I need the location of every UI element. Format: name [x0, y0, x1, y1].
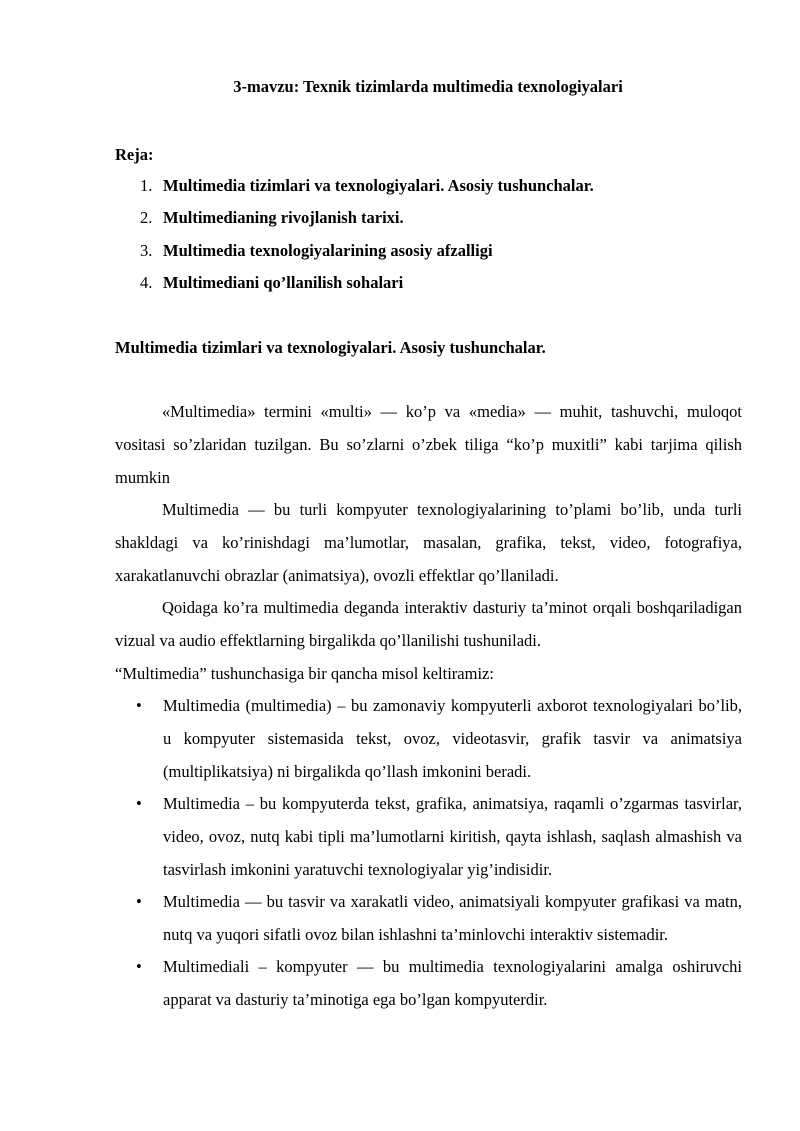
- body-paragraph: Multimedia — bu turli kompyuter texnologiyalarining to’plami bo’lib, unda turli shakldagi va ko’rinishdagi ma’lumotlar, masalan, grafika, tekst, video, fotografiya, xarakatlanuvchi obrazlar (animatsiya), ovozli effektlar qo’llaniladi.: [115, 500, 742, 585]
- plan-item: [140, 175, 594, 197]
- plan-item: [140, 272, 403, 294]
- body-paragraph: “Multimedia” tushunchasiga bir qancha misol keltiramiz:: [115, 664, 494, 683]
- body-paragraph: Qoidaga ko’ra multimedia deganda interaktiv dasturiy ta’minot orqali boshqariladigan vizual va audio effektlarning birgalikda qo’llanilishi tushuniladi.: [115, 598, 742, 650]
- plan-item: [140, 207, 404, 229]
- plan-item-number: 2.: [140, 208, 153, 227]
- plan-item-text: Multimediani qo’llanilish sohalari: [163, 273, 404, 292]
- bullet-item: Multimedia — bu tasvir va xarakatli video, animatsiyali kompyuter grafikasi va matn, nutq va yuqori sifatli ovoz bilan ishlashni ta’minlovchi interaktiv sistemadir.: [163, 892, 742, 944]
- plan-item-text: Multimedia texnologiyalarining asosiy afzalligi: [163, 241, 493, 260]
- plan-item-text: Multimedianing rivojlanish tarixi.: [163, 208, 404, 227]
- bullet-item: Multimediali – kompyuter — bu multimedia texnologiyalarini amalga oshiruvchi apparat va dasturiy ta’minotiga ega bo’lgan kompyuterdir.: [163, 957, 742, 1009]
- bullet-icon: •: [136, 957, 142, 976]
- bullet-item: Multimedia – bu kompyuterda tekst, grafika, animatsiya, raqamli o’zgarmas tasvirlar, video, ovoz, nutq kabi tipli ma’lumotlarni kiritish, qayta ishlash, saqlash almashish va tasvirlash imkonini yaratuvchi texnologiyalar yig’indisidir.: [163, 794, 742, 879]
- plan-item: [140, 240, 493, 262]
- bullet-icon: •: [136, 892, 142, 911]
- bullet-icon: •: [136, 696, 142, 715]
- plan-item-text: Multimedia tizimlari va texnologiyalari. Asosiy tushunchalar.: [163, 176, 594, 195]
- plan-item-number: 4.: [140, 273, 153, 292]
- plan-item-number: 3.: [140, 241, 153, 260]
- plan-item-number: 1.: [140, 176, 153, 195]
- document-title: 3-mavzu: Texnik tizimlarda multimedia texnologiyalari: [233, 77, 623, 96]
- section-heading: Multimedia tizimlari va texnologiyalari. Asosiy tushunchalar.: [115, 338, 546, 357]
- body-paragraph: «Multimedia» termini «multi» — ko’p va «media» — muhit, tashuvchi, muloqot vositasi so’zlaridan tuzilgan. Bu so’zlarni o’zbek tiliga “ko’p muxitli” kabi tarjima qilish mumkin: [115, 402, 742, 487]
- bullet-icon: •: [136, 794, 142, 813]
- plan-heading: Reja:: [115, 145, 154, 164]
- bullet-item: Multimedia (multimedia) – bu zamonaviy kompyuterli axborot texnologiyalari bo’lib, u kompyuter sistemasida tekst, ovoz, videotasvir, grafik tasvir va animatsiya (multiplikatsiya) ni birgalikda qo’llash imkonini beradi.: [163, 696, 742, 781]
